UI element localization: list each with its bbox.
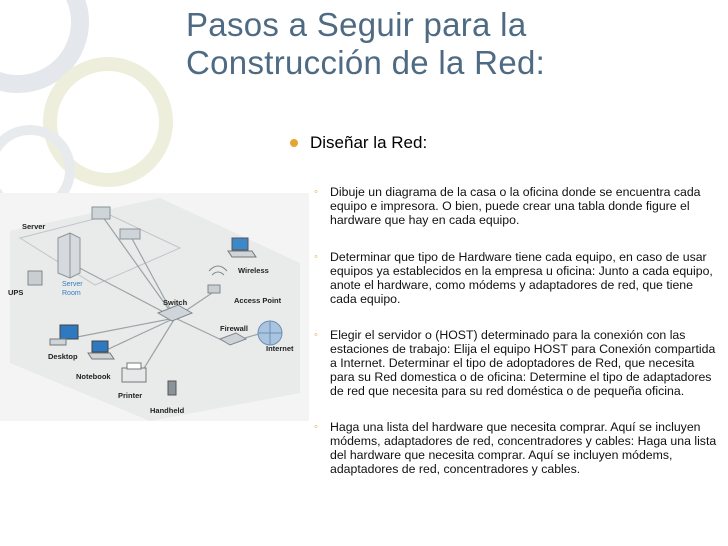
ups-icon bbox=[28, 271, 42, 285]
sub-bullet-marker-icon: ◦ bbox=[314, 251, 318, 263]
network-diagram bbox=[0, 193, 309, 421]
main-bullet-text: Diseñar la Red: bbox=[310, 133, 428, 152]
label-switch: Switch bbox=[163, 298, 188, 307]
sub-bullet-text: Elegir el servidor o (HOST) determinado para la conexión con las estaciones de trabajo: Elija el equipo HOST para Conexión compartida a Internet. Determinar el tipo de adoptadores de Red, que necesita para su Red domestica o de oficina: Determine el tipo de adaptadores de red que necesita para su red doméstica o de pequeña oficina. bbox=[330, 328, 716, 398]
bullet-dot-icon bbox=[290, 139, 298, 147]
decorative-rings bbox=[0, 0, 200, 220]
label-wireless: Wireless bbox=[238, 266, 269, 275]
sub-bullet-text: Dibuje un diagrama de la casa o la oficina donde se encuentra cada equipo e impresora. O bien, puede crear una tabla donde figure el hardware que hay en cada equipo. bbox=[330, 185, 701, 227]
label-desktop: Desktop bbox=[48, 352, 78, 361]
internet-globe-icon bbox=[258, 321, 282, 345]
sub-bullet-text: Haga una lista del hardware que necesita comprar. Aquí se incluyen módems, adaptadores de red, concentradores y cables: Haga una lista del hardware que necesita comprar. Aquí se incluyen módems, adaptadores de red, concentradores y cables. bbox=[330, 420, 717, 476]
label-internet: Internet bbox=[266, 344, 294, 353]
sub-bullet-marker-icon: ◦ bbox=[314, 329, 318, 341]
floor-plane bbox=[10, 198, 300, 421]
label-server-room-line2: Room bbox=[62, 290, 81, 297]
title-line-2: Construcción de la Red: bbox=[186, 44, 546, 81]
label-ups: UPS bbox=[8, 288, 24, 297]
sub-bullet-marker-icon: ◦ bbox=[314, 186, 318, 198]
label-server: Server bbox=[22, 222, 46, 231]
label-access-point: Access Point bbox=[234, 296, 282, 305]
label-server-room-line1: Server bbox=[62, 281, 83, 288]
sub-bullet-text: Determinar que tipo de Hardware tiene cada equipo, en caso de usar equipos ya establecidos en la empresa u oficina: Junto a cada equipo, anote el hardware, como módems y adaptadores de red, que tiene cada equipo. bbox=[330, 250, 713, 306]
label-handheld: Handheld bbox=[150, 406, 185, 415]
sub-bullet-1 bbox=[314, 185, 718, 231]
server-icon bbox=[58, 233, 80, 278]
rack-device-icon bbox=[120, 229, 140, 239]
handheld-icon bbox=[168, 381, 176, 395]
sub-bullet-marker-icon: ◦ bbox=[314, 421, 318, 433]
rack-device-icon bbox=[92, 207, 110, 219]
access-point-icon bbox=[208, 285, 220, 293]
main-bullet bbox=[290, 133, 427, 153]
sub-bullet-3 bbox=[314, 328, 718, 404]
sub-bullet-2 bbox=[314, 250, 718, 310]
sub-bullet-4 bbox=[314, 420, 718, 482]
label-notebook: Notebook bbox=[76, 372, 111, 381]
label-firewall: Firewall bbox=[220, 324, 248, 333]
title-line-1: Pasos a Seguir para la bbox=[186, 6, 527, 43]
slide-title bbox=[186, 6, 716, 82]
label-printer: Printer bbox=[118, 391, 143, 400]
